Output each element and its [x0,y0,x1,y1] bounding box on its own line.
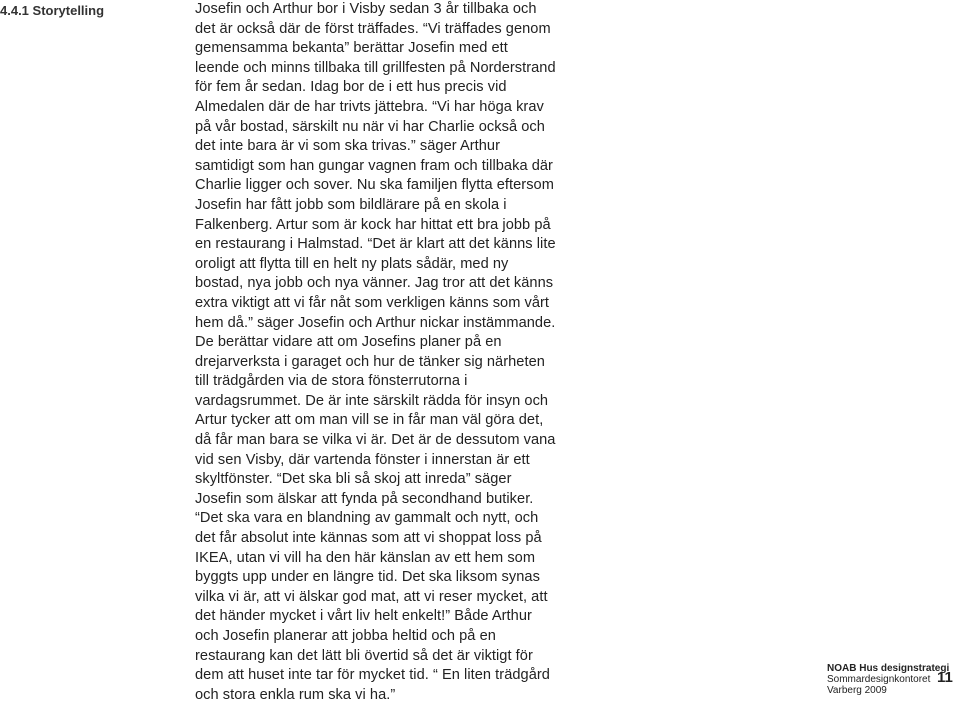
body-line: “Det ska vara en blandning av gammalt och nytt, och [195,510,539,527]
body-line: då får man bara se vilka vi är. Det är de dessutom vana [195,432,556,449]
body-line: extra viktigt att vi får nåt som verkligen känns som vårt [195,294,550,311]
page-number: 11 [937,669,953,686]
footer-title: NOAB Hus designstrategi [827,663,950,674]
body-line: och stora enkla rum ska vi ha.” [195,686,396,703]
body-line: vilka vi är, att vi älskar god mat, att vi reser mycket, att [195,588,548,605]
body-line: vardagsrummet. De är inte särskilt rädda för insyn och [195,392,549,409]
body-line: dem att huset inte tar för mycket tid. “ En liten trädgård [195,667,550,684]
body-line: på vår bostad, särskilt nu när vi har Charlie också och [195,118,545,135]
body-line: Falkenberg. Artur som är kock har hittat ett bra jobb på [195,216,551,233]
body-line: IKEA, utan vi vill ha den här känslan av ett hem som [195,549,536,566]
page-footer [827,663,949,696]
body-line: drejarverksta i garaget och hur de tänker sig närheten [195,353,545,370]
body-line: till trädgården via de stora fönsterrutorna i [195,373,468,390]
body-line: restaurang kan det lätt bli övertid så det är viktigt för [195,647,533,664]
body-line: Josefin har fått jobb som bildlärare på en skola i [195,196,507,213]
body-line: och Josefin planerar att jobba heltid och på en [195,628,496,644]
body-line: hem då.” säger Josefin och Arthur nickar instämmande. [195,314,556,331]
body-line: Josefin som älskar att fynda på secondhand butiker. [195,490,534,507]
body-line: samtidigt som han gungar vagnen fram och tillbaka där [195,157,553,174]
section-heading: 4.4.1 Storytelling [0,3,105,18]
body-line: Artur tycker att om man vill se in får man väl göra det, [195,412,544,429]
footer-subtitle: Sommardesignkontoret [827,674,931,685]
body-line: det händer mycket i vårt liv helt enkelt!” Både Arthur [195,608,532,625]
body-line: byggts upp under en längre tid. Det ska liksom synas [195,569,540,586]
body-line: skyltfönster. “Det ska bli så skoj att inreda” säger [195,471,512,488]
body-line: det inte bara är vi som ska trivas.” säger Arthur [195,138,500,155]
body-line: Josefin och Arthur bor i Visby sedan 3 år tillbaka och [195,1,537,17]
footer-place-year: Varberg 2009 [827,685,887,696]
body-line: leende och minns tillbaka till grillfesten på Norderstrand [195,59,556,76]
body-line: Almedalen där de har trivts jättebra. “Vi har höga krav [195,98,544,115]
body-line: De berättar vidare att om Josefins planer på en [195,334,502,351]
body-line: bostad, nya jobb och nya vänner. Jag tror att det känns [195,275,554,292]
body-line: det är också där de först träffades. “Vi träffades genom [195,20,551,37]
story-body [195,0,595,705]
body-line: det får absolut inte kännas som att vi shoppat loss på [195,530,542,547]
body-line: för fem år sedan. Idag bor de i ett hus precis vid [195,79,507,96]
body-line: oroligt att flytta till en helt ny plats sådär, med ny [195,255,509,272]
body-line: Charlie ligger och sover. Nu ska familjen flytta eftersom [195,177,554,194]
body-line: gemensamma bekanta” berättar Josefin med ett [195,40,508,57]
body-line: vid sen Visby, där vartenda fönster i innerstan är ett [195,451,530,468]
body-line: en restaurang i Halmstad. “Det är klart att det känns lite [195,236,556,253]
